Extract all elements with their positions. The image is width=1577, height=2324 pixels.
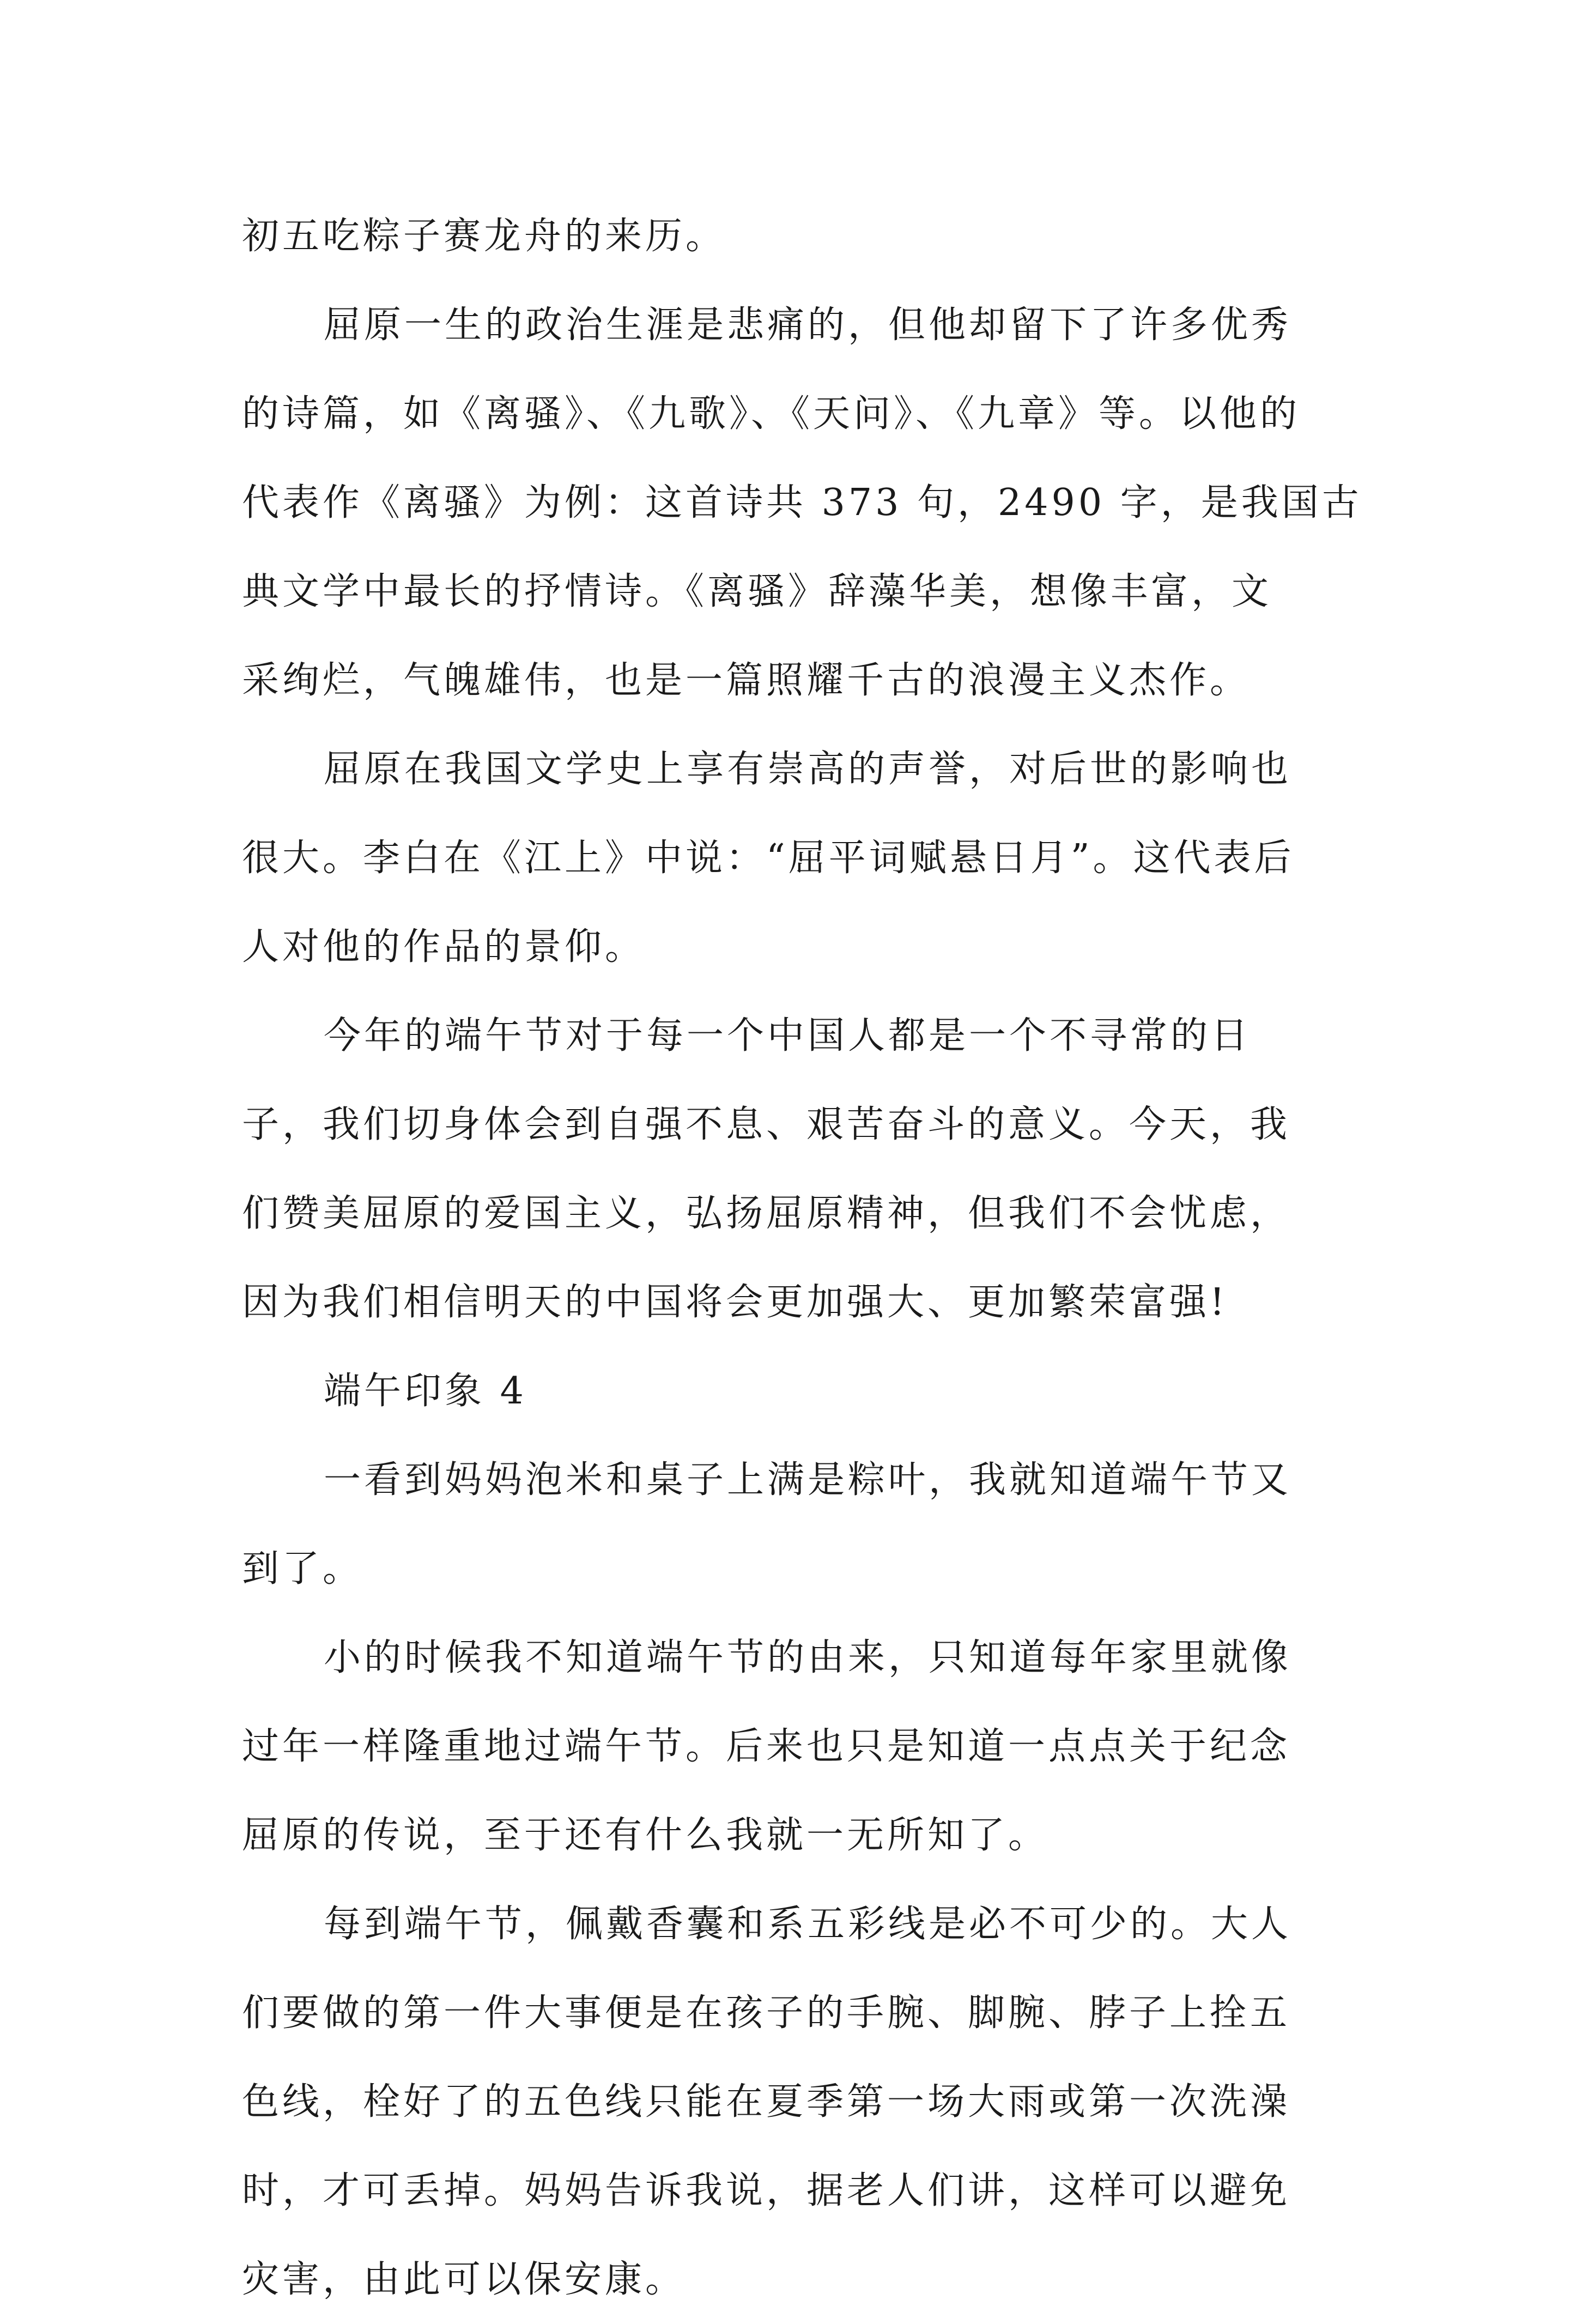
text-line: 们要做的第一件大事便是在孩子的手腕、脚腕、脖子上拴五: [242, 1992, 1291, 2035]
text-line: 每到端午节，佩戴香囊和系五彩线是必不可少的。大人: [324, 1903, 1292, 1946]
text-line: 采绚烂，气魄雄伟，也是一篇照耀千古的浪漫主义杰作。: [242, 659, 1251, 702]
text-line: 时，才可丢掉。妈妈告诉我说，据老人们讲，这样可以避免: [242, 2169, 1291, 2212]
text-line: 因为我们相信明天的中国将会更加强大、更加繁荣富强!: [242, 1281, 1228, 1324]
text-line: 灾害，由此可以保安康。: [242, 2258, 686, 2301]
text-line: 的诗篇，如《离骚》、《九歌》、《天问》、《九章》等。以他的: [242, 392, 1301, 435]
text-line: 初五吃粽子赛龙舟的来历。: [242, 215, 726, 258]
text-line: 很大。李白在《江上》中说：“屈平词赋悬日月”。这代表后: [242, 837, 1295, 880]
text-line: 们赞美屈原的爱国主义，弘扬屈原精神，但我们不会忧虑，: [242, 1192, 1291, 1235]
text-line: 屈原一生的政治生涯是悲痛的，但他却留下了许多优秀: [324, 304, 1292, 347]
text-line: 典文学中最长的抒情诗。《离骚》辞藻华美，想像丰富，文: [242, 570, 1272, 613]
text-line: 一看到妈妈泡米和桌子上满是粽叶，我就知道端午节又: [324, 1458, 1292, 1502]
text-line: 到了。: [242, 1547, 363, 1590]
text-line: 过年一样隆重地过端午节。后来也只是知道一点点关于纪念: [242, 1725, 1291, 1768]
text-line: 今年的端午节对于每一个中国人都是一个不寻常的日: [324, 1014, 1252, 1057]
text-line: 代表作《离骚》为例：这首诗共 373 句，2490 字，是我国古: [242, 481, 1362, 524]
text-line: 色线，栓好了的五色线只能在夏季第一场大雨或第一次洗澡: [242, 2080, 1291, 2123]
text-line: 子，我们切身体会到自强不息、艰苦奋斗的意义。今天，我: [242, 1103, 1291, 1146]
text-line: 端午印象 4: [324, 1370, 527, 1413]
text-line: 小的时候我不知道端午节的由来，只知道每年家里就像: [324, 1636, 1292, 1679]
text-line: 屈原的传说，至于还有什么我就一无所知了。: [242, 1814, 1049, 1857]
document-body: [242, 192, 1362, 2324]
text-line: 屈原在我国文学史上享有崇高的声誉，对后世的影响也: [324, 748, 1292, 791]
text-line: 人对他的作品的景仰。: [242, 925, 646, 969]
